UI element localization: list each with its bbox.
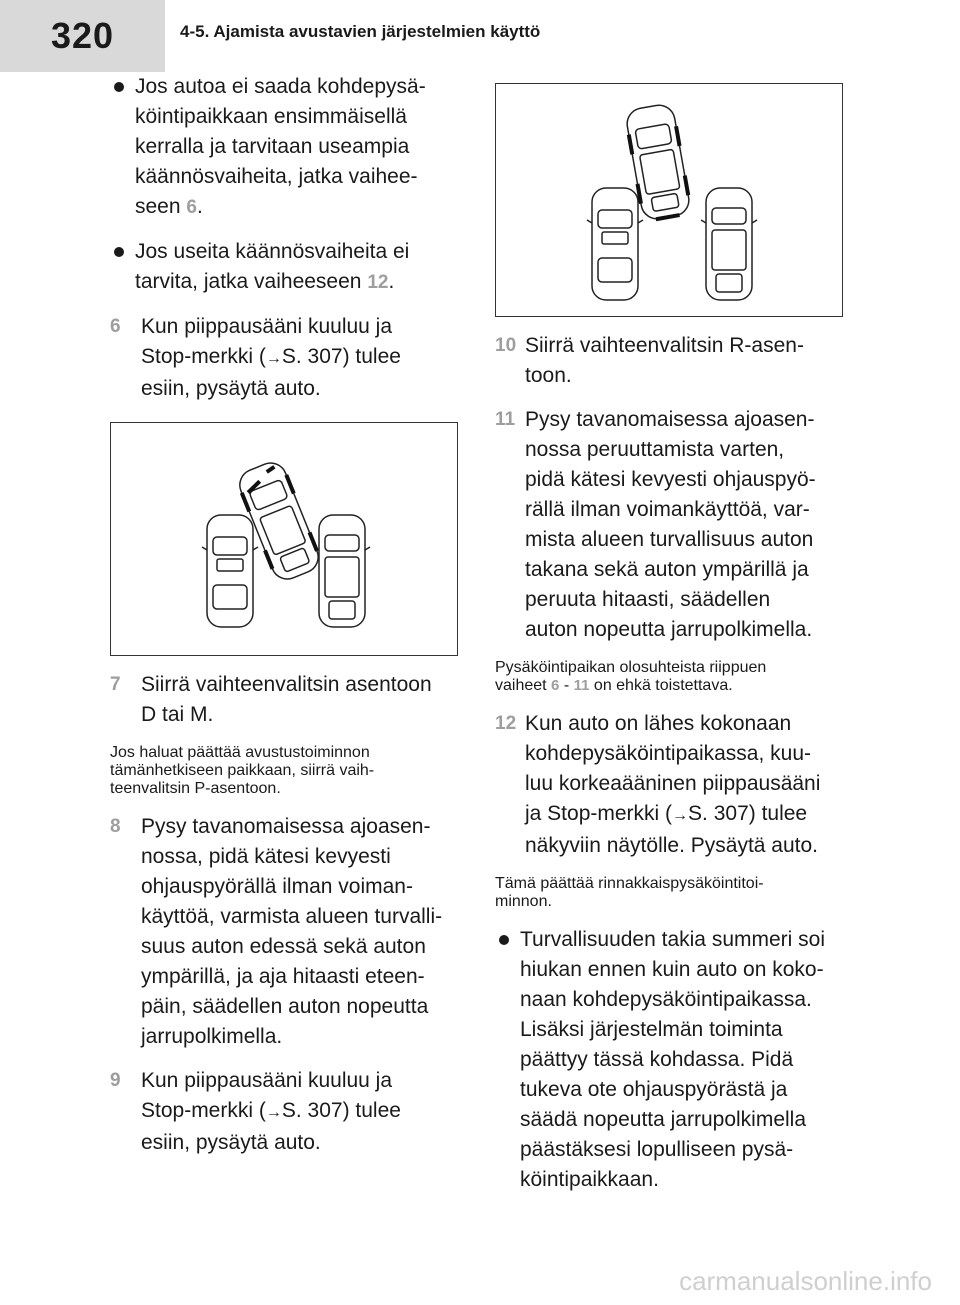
text-line: pidä kätesi kevyesti ohjauspyö- (525, 468, 816, 491)
step-reference: 11 (573, 677, 590, 694)
note (110, 744, 465, 798)
text-line: Stop-merkki ( (141, 1099, 266, 1122)
step-number: 11 (495, 409, 516, 430)
text-line: Tämä päättää rinnakkaispysäköintitoi- (495, 875, 764, 892)
text-line: toon. (525, 364, 572, 387)
text-line: käännösvaiheita, jatka vaihee- (135, 165, 418, 188)
left-column (110, 72, 465, 1172)
bullet-item (110, 237, 465, 298)
step-number: 8 (110, 816, 121, 837)
step-8 (110, 812, 465, 1052)
bullet-item (110, 72, 465, 223)
cars-diagram (496, 84, 842, 316)
note (495, 659, 850, 695)
arrow-icon: → (265, 350, 282, 367)
text-line: kerralla ja tarvitaan useampia (135, 135, 410, 158)
text-line: Siirrä vaihteenvalitsin R-asen- (525, 334, 804, 357)
step-reference: 12 (367, 272, 389, 293)
step-reference: 6 (551, 677, 560, 694)
cars-diagram (111, 423, 457, 655)
text-line: Turvallisuuden takia summeri soi (520, 928, 826, 951)
step-number: 9 (110, 1070, 121, 1091)
step-number: 7 (110, 674, 121, 695)
text-line: seen (135, 195, 187, 218)
text-line: käyttöä, varmista alueen turvalli- (141, 905, 443, 928)
text-line: tämänhetkiseen paikkaan, siirrä vaih- (110, 762, 375, 779)
right-column (495, 83, 850, 1209)
text-line: Lisäksi järjestelmän toiminta (520, 1018, 783, 1041)
parking-illustration-forward (110, 422, 458, 656)
bullet-item (495, 925, 850, 1195)
text-line: Pysäköintipaikan olosuhteista riippuen (495, 659, 767, 676)
step-12 (495, 709, 850, 861)
page-reference-link[interactable]: S. 307) tulee (688, 802, 808, 825)
text-line: rällä ilman voimankäyttöä, var- (525, 498, 810, 521)
text-line: ja Stop-merkki ( (525, 802, 673, 825)
text-line: köintipaikkaan. (520, 1168, 659, 1191)
parked-car-right-icon (701, 188, 757, 300)
text-line: esiin, pysäytä auto. (141, 377, 321, 400)
arrow-icon: → (265, 1104, 282, 1121)
text-line: Kun piippausääni kuuluu ja (141, 315, 393, 338)
text-line: suus auton edessä sekä auton (141, 935, 426, 958)
text-line: Kun auto on lähes kokonaan (525, 712, 792, 735)
parking-illustration-reverse (495, 83, 843, 317)
text-line: päästäksesi lopulliseen pysä- (520, 1138, 794, 1161)
text-line: Jos useita käännösvaiheita ei (135, 240, 410, 263)
parked-car-left-icon (587, 188, 643, 300)
text-line: vaiheet (495, 677, 552, 694)
text-line: tukeva ote ohjauspyörästä ja (520, 1078, 788, 1101)
text-line: luu korkeaääninen piippausääni (525, 772, 821, 795)
text-line: näkyviin näytölle. Pysäytä auto. (525, 834, 818, 857)
text-line: Jos haluat päättää avustustoiminnon (110, 744, 370, 761)
page-number: 320 (0, 0, 165, 72)
text-line: Jos autoa ei saada kohdepysä- (135, 75, 426, 98)
watermark: carmanualsonline.info (679, 1266, 932, 1296)
text-line: Kun piippausääni kuuluu ja (141, 1069, 393, 1092)
text-line: kohdepysäköintipaikassa, kuu- (525, 742, 812, 765)
text-line: Stop-merkki ( (141, 345, 266, 368)
parked-car-left-icon (202, 515, 258, 627)
text-line: teenvalitsin P-asentoon. (110, 780, 281, 797)
text-line: Siirrä vaihteenvalitsin asentoon (141, 673, 432, 696)
step-number: 10 (495, 335, 517, 356)
text-line: auton nopeutta jarrupolkimella. (525, 618, 813, 641)
text-line: naan kohdepysäköintipaikassa. (520, 988, 812, 1011)
text-line: päättyy tässä kohdassa. Pidä (520, 1048, 794, 1071)
text-line: Pysy tavanomaisessa ajoasen- (525, 408, 815, 431)
step-reference: 6 (186, 197, 197, 218)
parked-car-right-icon (314, 515, 370, 627)
text-line: esiin, pysäytä auto. (141, 1131, 321, 1154)
punctuation: - (559, 677, 574, 694)
step-number: 6 (110, 316, 121, 337)
section-title: 4-5. Ajamista avustavien järjestelmien käyttö (180, 22, 541, 41)
step-9 (110, 1066, 465, 1158)
text-line: tarvita, jatka vaiheeseen (135, 270, 368, 293)
step-10 (495, 331, 850, 391)
page-reference-link[interactable]: S. 307) tulee (281, 1099, 401, 1122)
text-line: peruuta hitaasti, säädellen (525, 588, 771, 611)
note (495, 875, 850, 911)
text-line: ohjauspyörällä ilman voiman- (141, 875, 413, 898)
arrow-icon: → (672, 807, 689, 824)
text-line: hiukan ennen kuin auto on koko- (520, 958, 824, 981)
text-line: Pysy tavanomaisessa ajoasen- (141, 815, 431, 838)
text-line: päin, säädellen auton nopeutta (141, 995, 429, 1018)
step-11 (495, 405, 850, 645)
text-line: nossa, pidä kätesi kevyesti (141, 845, 391, 868)
text-line: nossa peruuttamista varten, (525, 438, 785, 461)
punctuation: . (196, 195, 203, 218)
text-line: D tai M. (141, 703, 214, 726)
step-7 (110, 670, 465, 730)
step-6 (110, 312, 465, 404)
page-reference-link[interactable]: S. 307) tulee (281, 345, 401, 368)
text-line: minnon. (495, 893, 552, 910)
text-line: jarrupolkimella. (141, 1025, 283, 1048)
punctuation: . (388, 270, 395, 293)
text-line: ympärillä, ja aja hitaasti eteen- (141, 965, 425, 988)
text-line: takana sekä auton ympärillä ja (525, 558, 809, 581)
page-header (0, 0, 960, 72)
step-number: 12 (495, 713, 517, 734)
text-line: köintipaikkaan ensimmäisellä (135, 105, 407, 128)
text-line: on ehkä toistettava. (589, 677, 733, 694)
text-line: säädä nopeutta jarrupolkimella (520, 1108, 807, 1131)
text-line: mista alueen turvallisuus auton (525, 528, 814, 551)
